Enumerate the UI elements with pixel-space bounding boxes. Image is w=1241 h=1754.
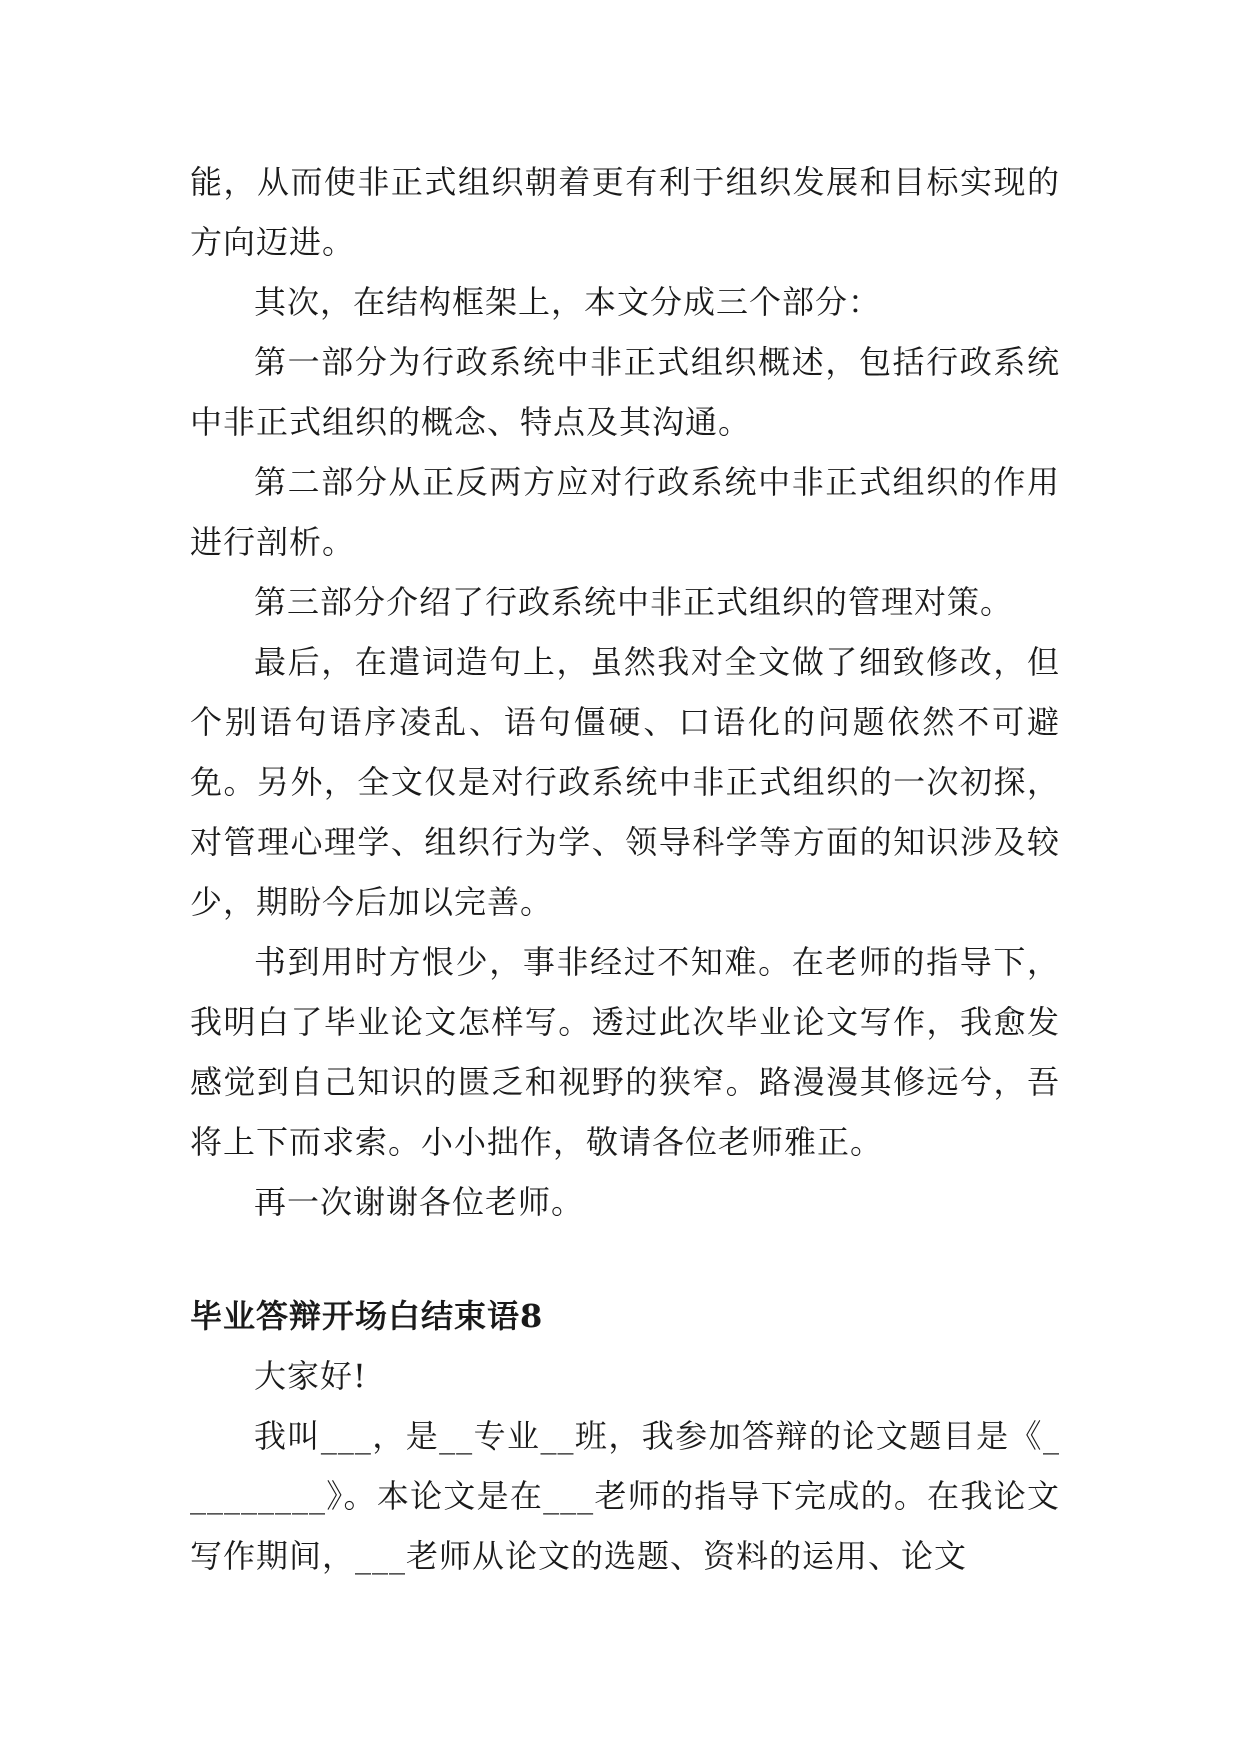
paragraph: 我叫___，是__专业__班，我参加答辩的论文题目是《_________》。本论文是在___老师的指导下完成的。在我论文写作期间，___老师从论文的选题、资料的运用、论文 <box>190 1417 1060 1575</box>
paragraph: 大家好! <box>254 1357 367 1395</box>
paragraph: 书到用时方恨少，事非经过不知难。在老师的指导下，我明白了毕业论文怎样写。透过此次毕业论文写作，我愈发感觉到自己知识的匮乏和视野的狭窄。路漫漫其修远兮，吾将上下而求索。小小拙作，敬请各位老师雅正。 <box>190 943 1060 1161</box>
section-heading: 毕业答辩开场白结束语8 <box>190 1297 544 1335</box>
paragraph: 能，从而使非正式组织朝着更有利于组织发展和目标实现的方向迈进。 <box>190 163 1060 261</box>
paragraph: 第三部分介绍了行政系统中非正式组织的管理对策。 <box>254 583 1014 621</box>
paragraph: 再一次谢谢各位老师。 <box>254 1183 585 1221</box>
paragraph: 其次，在结构框架上，本文分成三个部分： <box>254 283 882 321</box>
document-body <box>190 152 1060 1586</box>
paragraph: 最后，在遣词造句上，虽然我对全文做了细致修改，但个别语句语序凌乱、语句僵硬、口语化的问题依然不可避免。另外，全文仅是对行政系统中非正式组织的一次初探，对管理心理学、组织行为学、领导科学等方面的知识涉及较少，期盼今后加以完善。 <box>190 643 1060 921</box>
paragraph: 第二部分从正反两方应对行政系统中非正式组织的作用进行剖析。 <box>190 463 1060 561</box>
paragraph: 第一部分为行政系统中非正式组织概述，包括行政系统中非正式组织的概念、特点及其沟通。 <box>190 343 1060 441</box>
